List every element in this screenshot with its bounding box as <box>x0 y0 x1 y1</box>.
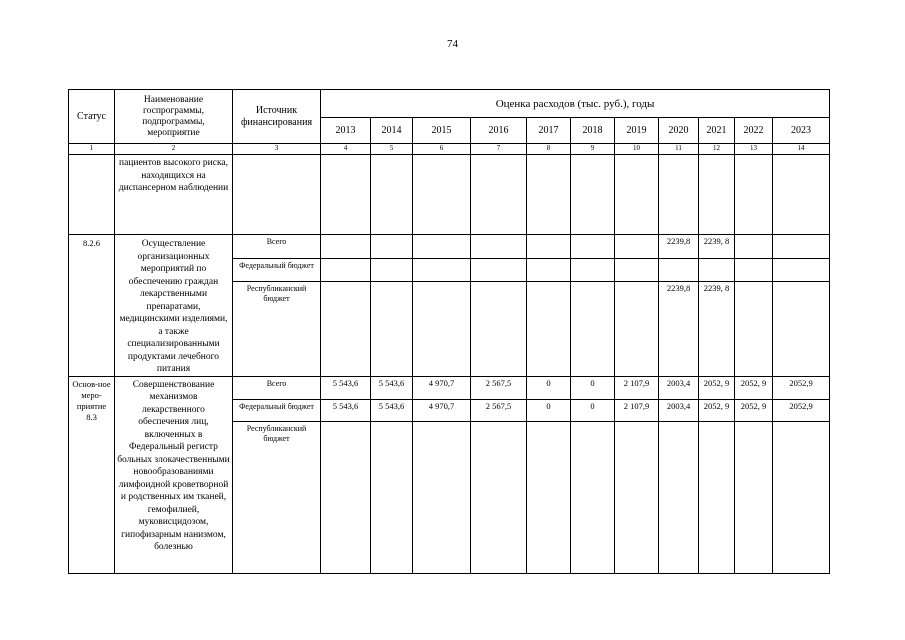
expense-value <box>773 258 830 282</box>
row-826-name: Осуществление организационных мероприятий по обеспечению граждан лекарственными препаратами, медицинскими изделиями, а также специализированными продуктами лечебного питания <box>115 235 233 377</box>
header-estimate: Оценка расходов (тыс. руб.), годы <box>321 90 830 118</box>
expense-value: 2 107,9 <box>615 376 659 399</box>
expense-value: 2052, 9 <box>699 399 735 421</box>
expense-value <box>471 258 527 282</box>
expense-value <box>527 258 571 282</box>
empty-cell <box>699 155 735 235</box>
expense-value: 5 543,6 <box>321 376 371 399</box>
year-header: 2016 <box>471 118 527 144</box>
header-status: Статус <box>69 90 115 144</box>
continuation-name: пациентов высокого риска, находящихся на диспансерном наблюдении <box>115 155 233 235</box>
expense-value: 2003,4 <box>659 399 699 421</box>
funding-source: Всего <box>233 376 321 399</box>
expense-value <box>413 282 471 376</box>
expense-value: 4 970,7 <box>413 376 471 399</box>
row-83-status: Основ-ное меро-приятие 8.3 <box>69 376 115 573</box>
column-number: 5 <box>371 144 413 155</box>
continuation-status <box>69 155 115 235</box>
expense-value: 0 <box>527 376 571 399</box>
expense-value: 2239,8 <box>659 282 699 376</box>
expense-value: 2052,9 <box>773 399 830 421</box>
expense-value <box>773 421 830 573</box>
year-header: 2023 <box>773 118 830 144</box>
expense-table <box>68 89 830 574</box>
funding-source: Республиканский бюджет <box>233 282 321 376</box>
expense-value <box>699 421 735 573</box>
expense-value <box>371 235 413 259</box>
empty-cell <box>615 155 659 235</box>
expense-value <box>527 235 571 259</box>
column-number: 1 <box>69 144 115 155</box>
funding-source: Всего <box>233 235 321 259</box>
expense-value: 0 <box>571 399 615 421</box>
expense-value <box>527 421 571 573</box>
year-header: 2013 <box>321 118 371 144</box>
empty-cell <box>413 155 471 235</box>
column-number: 4 <box>321 144 371 155</box>
year-header: 2021 <box>699 118 735 144</box>
empty-cell <box>735 155 773 235</box>
row-83-name: Совершенствование механизмов лекарственного обеспечения лиц, включенных в Федеральный регистр больных злокачественными новообразованиями лимфоидной кроветворной и родственных им тканей, гемофилией, муковисцидозом, гипофизарным нанизмом, болезнью <box>115 376 233 573</box>
empty-cell <box>371 155 413 235</box>
column-number: 6 <box>413 144 471 155</box>
expense-value: 5 543,6 <box>371 376 413 399</box>
empty-cell <box>321 155 371 235</box>
column-number: 2 <box>115 144 233 155</box>
empty-cell <box>571 155 615 235</box>
funding-source: Федеральный бюджет <box>233 399 321 421</box>
expense-value <box>371 421 413 573</box>
expense-value <box>413 235 471 259</box>
expense-value <box>735 282 773 376</box>
empty-cell <box>773 155 830 235</box>
column-number: 9 <box>571 144 615 155</box>
expense-value <box>413 258 471 282</box>
expense-value <box>371 258 413 282</box>
year-header: 2014 <box>371 118 413 144</box>
expense-value: 2239, 8 <box>699 282 735 376</box>
expense-value <box>321 258 371 282</box>
year-header: 2020 <box>659 118 699 144</box>
year-header: 2015 <box>413 118 471 144</box>
expense-value <box>571 282 615 376</box>
column-number: 13 <box>735 144 773 155</box>
expense-value <box>527 282 571 376</box>
expense-value <box>571 421 615 573</box>
empty-cell <box>233 155 321 235</box>
expense-value <box>615 421 659 573</box>
empty-cell <box>527 155 571 235</box>
expense-value: 5 543,6 <box>321 399 371 421</box>
expense-value <box>735 235 773 259</box>
expense-value: 2239,8 <box>659 235 699 259</box>
expense-value <box>321 282 371 376</box>
expense-value: 2 567,5 <box>471 399 527 421</box>
year-header: 2019 <box>615 118 659 144</box>
expense-value: 2052, 9 <box>699 376 735 399</box>
header-source: Источник финансирования <box>233 90 321 144</box>
funding-source: Федеральный бюджет <box>233 258 321 282</box>
expense-value: 0 <box>571 376 615 399</box>
expense-value: 2052, 9 <box>735 399 773 421</box>
column-number: 3 <box>233 144 321 155</box>
expense-value: 0 <box>527 399 571 421</box>
page-number: 74 <box>447 38 458 50</box>
expense-value <box>615 282 659 376</box>
expense-value <box>471 235 527 259</box>
expense-value <box>615 235 659 259</box>
expense-value: 4 970,7 <box>413 399 471 421</box>
expense-value <box>471 421 527 573</box>
expense-value: 2239, 8 <box>699 235 735 259</box>
column-number: 11 <box>659 144 699 155</box>
expense-value <box>471 282 527 376</box>
header-name: Наименование госпрограммы, подпрограммы, мероприятие <box>115 90 233 144</box>
expense-value: 2 567,5 <box>471 376 527 399</box>
expense-value: 2003,4 <box>659 376 699 399</box>
empty-cell <box>471 155 527 235</box>
expense-value <box>321 235 371 259</box>
empty-cell <box>659 155 699 235</box>
expense-value <box>773 282 830 376</box>
column-number: 8 <box>527 144 571 155</box>
funding-source: Республиканский бюджет <box>233 421 321 573</box>
column-number: 14 <box>773 144 830 155</box>
expense-value: 5 543,6 <box>371 399 413 421</box>
expense-value <box>773 235 830 259</box>
column-number: 7 <box>471 144 527 155</box>
year-header: 2022 <box>735 118 773 144</box>
year-header: 2017 <box>527 118 571 144</box>
expense-value: 2052, 9 <box>735 376 773 399</box>
expense-value <box>321 421 371 573</box>
expense-value <box>371 282 413 376</box>
expense-value <box>615 258 659 282</box>
expense-value: 2 107,9 <box>615 399 659 421</box>
expense-value <box>735 421 773 573</box>
row-826-status: 8.2.6 <box>69 235 115 377</box>
column-number: 12 <box>699 144 735 155</box>
expense-value <box>699 258 735 282</box>
expense-value <box>571 235 615 259</box>
year-header: 2018 <box>571 118 615 144</box>
expense-value <box>571 258 615 282</box>
column-number: 10 <box>615 144 659 155</box>
expense-value: 2052,9 <box>773 376 830 399</box>
expense-value <box>659 421 699 573</box>
expense-value <box>659 258 699 282</box>
expense-value <box>413 421 471 573</box>
expense-value <box>735 258 773 282</box>
